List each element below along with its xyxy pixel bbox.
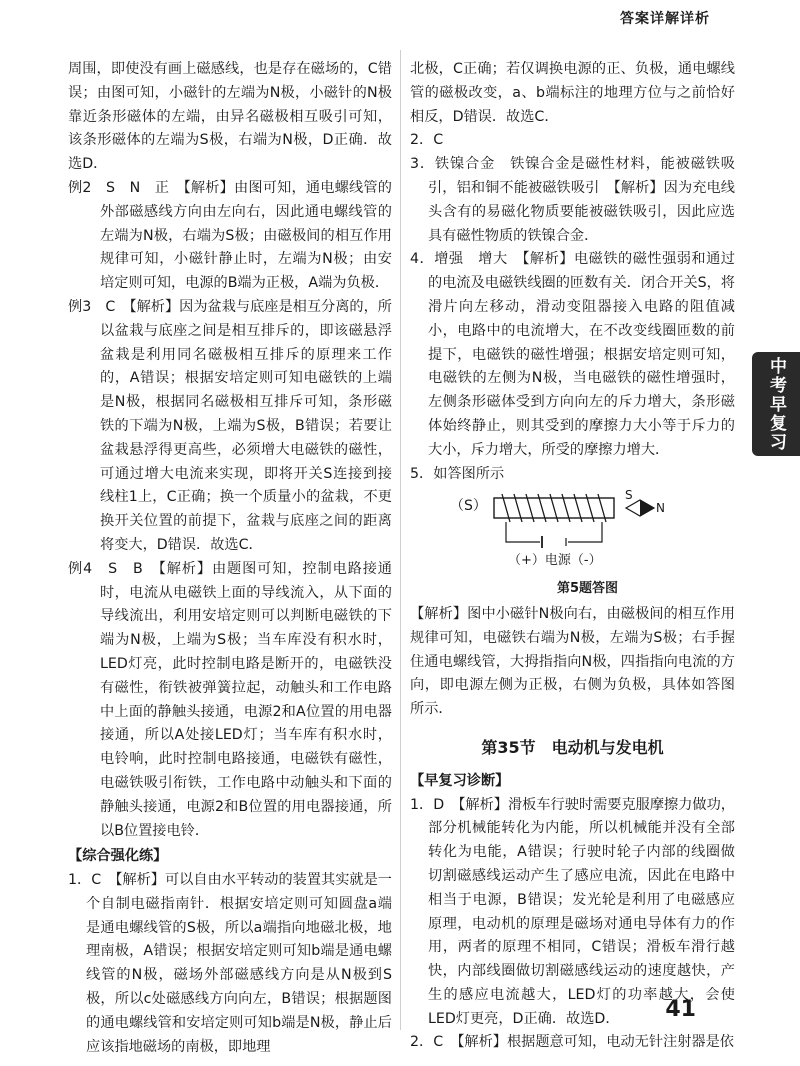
example-4: 例4 S B 【解析】由题图可知，控制电路接通时，电流从电磁铁上面的导线流入，从下面的导线流出，利用安培定则可以判断电磁铁的下端为N极，上端为S极；当车库没有积水时，LED灯亮，此时控制电路是断开的，电磁铁没有磁性，衔铁被弹簧拉起，动触头和工作电路中上面的静触头接通，电源2和A位置的用电器接通，所以A处接LED灯；当车库有积水时，电铃响，此时控制电路接通，电磁铁有磁性，电磁铁吸引衔铁，工作电路中动触头和下面的静触头接通，电源2和B位置的用电器接通，所以B位置接电铃． (68, 560, 392, 839)
left-column (68, 58, 392, 1059)
question-5: 5．如答图所示 (410, 465, 505, 482)
right-column (410, 58, 735, 1055)
question-4: 4．增强 增大 【解析】电磁铁的磁性强弱和通过的电流及电磁铁线圈的匝数有关．闭合开关S，将滑片向左移动，滑动变阻器接入电路的阻值减小，电路中的电流增大，在不改变线圈匝数的前提下，电磁铁的磁性增强；根据安培定则可知，电磁铁的左侧为N极，当电磁铁的磁性增强时，左侧条形磁体受到方向向左的斥力增大，条形磁体始终静止，则其受到的摩擦力大小等于斥力的大小，斥力增大，所受的摩擦力增大． (410, 251, 735, 458)
column-divider (400, 50, 401, 1030)
review-question-2: 2．C 【解析】根据题意可知，电动无针注射器是依 (410, 1034, 734, 1051)
question-2: 2．C (410, 132, 444, 149)
review-question-1: 1．D 【解析】滑板车行驶时需要克服摩擦力做功，部分机械能转化为内能，所以机械能并没有全部转化为电能，A错误；行驶时轮子内部的线圈做切割磁感线运动产生了感应电流，因此在电路中相当于电源，B错误；发光轮是利用了电磁感应原理，电动机的原理是磁场对通电导体有力的作用，两者的原理不相同，C错误；滑板车滑行越快，内部线圈做切割磁感线运动的速度越快，产生的感应电流越大，LED灯的功率越大，会使LED灯更亮，D正确．故选D． (410, 796, 735, 1027)
example-3: 例3 C 【解析】因为盆栽与底座是相互分离的，所以盆栽与底座之间是相互排斥的，即该磁悬浮盆栽是利用同名磁极相互排斥的原理来工作的，A错误；根据安培定则可知电磁铁的上端是N极，根据同名磁极相互排斥可知，条形磁铁的下端为N极，上端为S极，B错误；若要让盆栽悬浮得更高些，必须增大电磁铁的磁性，可通过增大电流来实现，即将开关S连接到接线柱1上，C正确；换一个质量小的盆栽，不更换开关位置的前提下，盆栽与底座之间的距离将变大，D错误．故选C． (68, 298, 392, 553)
page-header: 答案详解详析 (620, 11, 710, 27)
question-3: 3．铁镍合金 铁镍合金是磁性材料，能被磁铁吸引，铝和铜不能被磁铁吸引 【解析】因为充电线头含有的易磁化物质要能被磁铁吸引，因此应选具有磁性物质的铁镍合金． (410, 156, 735, 244)
section-heading-practice: 【综合强化练】 (68, 848, 168, 865)
side-tab: 中考早复习 (752, 352, 800, 456)
compass-needle-north (640, 500, 654, 516)
question-1: 1．C 【解析】可以自由水平转动的装置其实就是一个自制电磁指南针．根据安培定则可知圆盘a端是通电螺线管的S极，所以a端指向地磁北极，地理南极，A错误；根据安培定则可知b端是通电螺线管的N极，磁场外部磁感线方向是从N极到S极，所以c处磁感线方向向左，B错误；根据题图的通电螺线管和安培定则可知b端是N极，静止后应该指地磁场的南极，即地理 (68, 872, 392, 1055)
solenoid-diagram (450, 490, 690, 568)
figure-caption: 第5题答图 (556, 581, 619, 597)
continued-paragraph-right: 北极，C正确；若仅调换电源的正、负极，通电螺线管的磁极改变，a、b端标注的地理方位与之前恰好相反，D错误．故选C． (410, 61, 735, 125)
left-pole-label: （S） (450, 498, 487, 515)
section-title: 第35节 电动机与发电机 (481, 737, 664, 757)
question-5-analysis: 【解析】图中小磁针N极向右，由磁极间的相互作用规律可知，电磁铁右端为N极，左端为S极；右手握住通电螺线管，大拇指指向N极，四指指向电流的方向，即电源左侧为正极，右侧为负极，具体如答图所示． (410, 605, 735, 718)
needle-n-label: N (656, 501, 665, 516)
example-2: 例2 S N 正 【解析】由图可知，通电螺线管的外部磁感线方向由左向右，因此通电螺线管的左端为N极，右端为S极；由磁极间的相互作用规律可知，小磁针静止时，左端为N极；由安培定则可知，电源的B端为正极，A端为负极． (68, 179, 392, 292)
section-subheading: 【早复习诊断】 (410, 772, 510, 789)
continued-paragraph: 周围，即使没有画上磁感线，也是存在磁场的，C错误；由图可知，小磁针的左端为N极，小磁针的N极靠近条形磁体的左端，由异名磁极相互吸引可知，该条形磁体的左端为S极，右端为N极，D正确．故选D． (68, 61, 392, 173)
power-source-label: （+）电源（-） (508, 553, 602, 569)
page-number: 41 (665, 997, 696, 1022)
solenoid-figure (410, 490, 735, 601)
circuit-wires (506, 522, 602, 542)
needle-s-label: S (625, 490, 633, 503)
